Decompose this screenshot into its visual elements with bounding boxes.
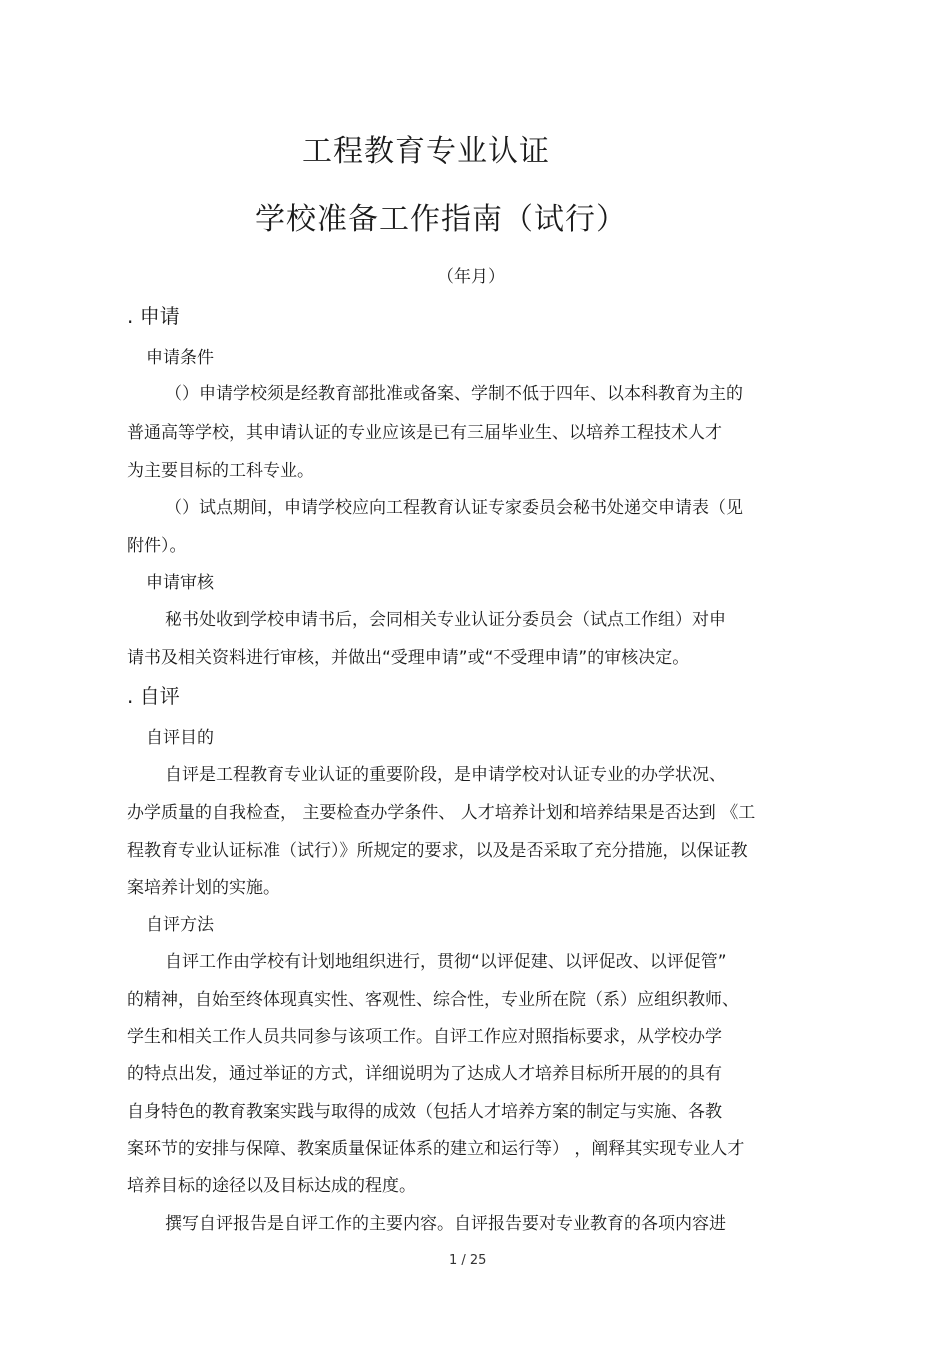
- paragraph-line: 为主要目标的工科专业。: [127, 461, 314, 481]
- paragraph-line: 的特点出发，通过举证的方式，详细说明为了达成人才培养目标所开展的的具有: [127, 1064, 722, 1084]
- section-heading-self-evaluation: . 自评: [127, 684, 180, 708]
- paragraph-line: 培养目标的途径以及目标达成的程度。: [127, 1176, 416, 1196]
- paragraph-line: 自身特色的教育教案实践与取得的成效（包括人才培养方案的制定与实施、各教: [127, 1102, 722, 1122]
- paragraph-line: 的精神，自始至终体现真实性、客观性、综合性，专业所在院（系）应组织教师、: [127, 990, 739, 1010]
- subsection-heading-apply-review: 申请审核: [146, 573, 214, 593]
- document-title-line1: 工程教育专业认证: [302, 134, 550, 169]
- paragraph-line: （）试点期间，申请学校应向工程教育认证专家委员会秘书处递交申请表（见: [165, 498, 743, 518]
- paragraph-line: 普通高等学校，其申请认证的专业应该是已有三届毕业生、以培养工程技术人才: [127, 423, 722, 443]
- paragraph-line: 附件）。: [127, 536, 187, 556]
- paragraph-line: 学生和相关工作人员共同参与该项工作。自评工作应对照指标要求，从学校办学: [127, 1027, 722, 1047]
- page-number: 1 / 25: [449, 1253, 487, 1268]
- section-heading-apply: . 申请: [127, 304, 180, 328]
- paragraph-line: （）申请学校须是经教育部批准或备案、学制不低于四年、以本科教育为主的: [165, 384, 743, 404]
- document-title-line2: 学校准备工作指南（试行）: [255, 202, 627, 237]
- subsection-heading-self-eval-method: 自评方法: [146, 915, 214, 935]
- paragraph-line: 撰写自评报告是自评工作的主要内容。自评报告要对专业教育的各项内容进: [165, 1214, 726, 1234]
- document-date: （年月）: [437, 267, 505, 287]
- paragraph-line: 程教育专业认证标准（试行）》所规定的要求，以及是否采取了充分措施，以保证教: [127, 841, 748, 861]
- paragraph-line: 请书及相关资料进行审核，并做出“受理申请”或“不受理申请”的审核决定。: [127, 648, 690, 668]
- subsection-heading-self-eval-purpose: 自评目的: [146, 728, 214, 748]
- subsection-heading-apply-conditions: 申请条件: [146, 348, 214, 368]
- paragraph-line: 自评工作由学校有计划地组织进行，贯彻“以评促建、以评促改、以评促管”: [165, 952, 727, 972]
- paragraph-line: 案环节的安排与保障、教案质量保证体系的建立和运行等） ，阐释其实现专业人才: [127, 1139, 745, 1159]
- paragraph-line: 自评是工程教育专业认证的重要阶段，是申请学校对认证专业的办学状况、: [165, 765, 726, 785]
- paragraph-line: 办学质量的自我检查， 主要检查办学条件、 人才培养计划和培养结果是否达到 《工: [127, 803, 756, 823]
- paragraph-line: 案培养计划的实施。: [127, 878, 280, 898]
- paragraph-line: 秘书处收到学校申请书后，会同相关专业认证分委员会（试点工作组）对申: [165, 610, 726, 630]
